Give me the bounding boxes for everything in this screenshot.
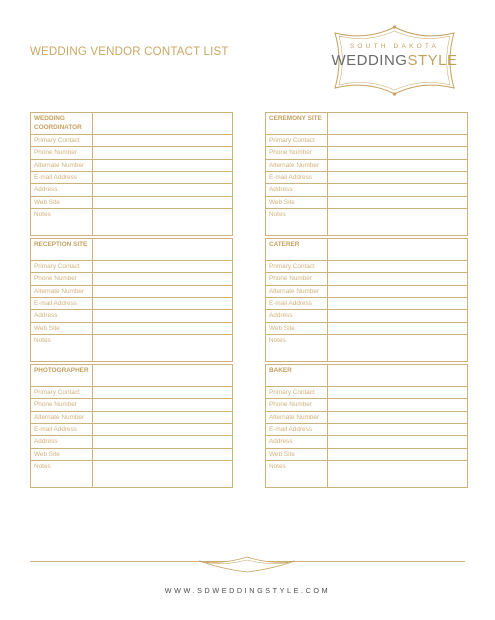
field-row[interactable]: [31, 147, 232, 159]
field-row[interactable]: [31, 449, 232, 461]
notes-row[interactable]: [31, 209, 232, 235]
vendor-card-wedding-coordinator: [30, 112, 233, 236]
field-row[interactable]: [266, 184, 467, 196]
field-label: Address: [34, 186, 58, 194]
logo-top-text: SOUTH DAKOTA: [349, 43, 440, 50]
field-label: E-mail Address: [269, 426, 312, 434]
field-row[interactable]: [31, 197, 232, 209]
card-header: [266, 365, 467, 387]
vendor-card-reception-site: [30, 238, 233, 362]
field-row[interactable]: [266, 160, 467, 172]
field-label: Address: [34, 312, 58, 320]
field-label: Address: [269, 438, 293, 446]
field-row[interactable]: [266, 197, 467, 209]
field-row[interactable]: [31, 160, 232, 172]
field-label: Primary Contact: [34, 389, 80, 396]
page-title: WEDDING VENDOR CONTACT LIST: [30, 46, 229, 58]
field-label: Web Site: [34, 450, 60, 458]
field-label: Primary Contact: [269, 389, 315, 396]
footer-url[interactable]: WWW.SDWEDDINGSTYLE.COM: [164, 586, 331, 595]
field-label: Notes: [34, 211, 51, 219]
field-label: Alternate Number: [34, 413, 85, 421]
field-label: Phone Number: [34, 275, 77, 283]
field-row[interactable]: [31, 387, 232, 399]
field-label: E-mail Address: [269, 174, 312, 182]
field-label: Alternate Number: [269, 161, 320, 169]
field-row[interactable]: [31, 310, 232, 322]
field-label: Notes: [269, 211, 286, 219]
field-label: Web Site: [269, 324, 295, 332]
field-label: E-mail Address: [269, 300, 312, 308]
field-row[interactable]: [266, 273, 467, 285]
field-label: Web Site: [269, 198, 295, 206]
logo-main-text: [327, 52, 462, 69]
logo-main-part-a: WEDDING: [331, 52, 408, 69]
card-header: [266, 113, 467, 135]
field-label: Phone Number: [269, 275, 312, 283]
field-label: Phone Number: [269, 401, 312, 409]
field-row[interactable]: [31, 298, 232, 310]
field-label: Alternate Number: [34, 161, 85, 169]
field-label: Phone Number: [34, 401, 77, 409]
vendor-card-caterer: [265, 238, 468, 362]
card-title: BAKER: [269, 367, 292, 374]
field-row[interactable]: [266, 261, 467, 273]
field-row[interactable]: [266, 286, 467, 298]
notes-row[interactable]: [266, 209, 467, 235]
field-label: Notes: [269, 463, 286, 471]
field-row[interactable]: [266, 387, 467, 399]
vendor-card-photographer: [30, 364, 233, 488]
field-label: Phone Number: [269, 149, 312, 157]
field-row[interactable]: [266, 323, 467, 335]
field-row[interactable]: [266, 298, 467, 310]
card-header: [31, 113, 232, 135]
field-row[interactable]: [31, 424, 232, 436]
field-row[interactable]: [31, 436, 232, 448]
field-row[interactable]: [266, 399, 467, 411]
field-row[interactable]: [31, 184, 232, 196]
notes-row[interactable]: [31, 335, 232, 361]
field-label: Address: [269, 186, 293, 194]
field-label: Alternate Number: [269, 413, 320, 421]
card-title: PHOTOGRAPHER: [34, 367, 89, 374]
field-label: Notes: [34, 337, 51, 345]
vendor-card-ceremony-site: [265, 112, 468, 236]
field-label: Web Site: [34, 198, 60, 206]
notes-row[interactable]: [266, 461, 467, 487]
field-row[interactable]: [266, 436, 467, 448]
field-row[interactable]: [266, 147, 467, 159]
field-label: Primary Contact: [269, 137, 315, 144]
field-row[interactable]: [266, 172, 467, 184]
field-row[interactable]: [266, 310, 467, 322]
field-row[interactable]: [266, 424, 467, 436]
field-row[interactable]: [31, 286, 232, 298]
field-label: E-mail Address: [34, 174, 77, 182]
logo: [327, 23, 462, 98]
card-title: RECEPTION SITE: [34, 241, 88, 248]
card-header: [31, 365, 232, 387]
field-label: Notes: [34, 463, 51, 471]
field-row[interactable]: [31, 172, 232, 184]
notes-row[interactable]: [31, 461, 232, 487]
field-label: Alternate Number: [34, 287, 85, 295]
field-row[interactable]: [266, 449, 467, 461]
field-label: Primary Contact: [34, 137, 80, 144]
vendor-card-baker: [265, 364, 468, 488]
field-row[interactable]: [266, 135, 467, 147]
field-row[interactable]: [31, 261, 232, 273]
field-row[interactable]: [31, 399, 232, 411]
notes-row[interactable]: [266, 335, 467, 361]
footer-ornament-icon: [197, 555, 297, 573]
field-label: Address: [269, 312, 293, 320]
card-title: CEREMONY SITE: [269, 115, 322, 122]
field-label: Primary Contact: [269, 263, 315, 270]
field-label: Web Site: [34, 324, 60, 332]
card-title: WEDDING COORDINATOR: [34, 115, 82, 131]
field-label: Address: [34, 438, 58, 446]
field-label: E-mail Address: [34, 426, 77, 434]
field-row[interactable]: [31, 273, 232, 285]
field-label: Phone Number: [34, 149, 77, 157]
field-label: E-mail Address: [34, 300, 77, 308]
field-label: Web Site: [269, 450, 295, 458]
field-row[interactable]: [31, 135, 232, 147]
field-row[interactable]: [31, 412, 232, 424]
field-row[interactable]: [31, 323, 232, 335]
card-header: [31, 239, 232, 261]
field-row[interactable]: [266, 412, 467, 424]
field-label: Alternate Number: [269, 287, 320, 295]
field-label: Notes: [269, 337, 286, 345]
card-header: [266, 239, 467, 261]
field-label: Primary Contact: [34, 263, 80, 270]
card-title: CATERER: [269, 241, 300, 248]
logo-main-part-b: STYLE: [407, 52, 458, 69]
